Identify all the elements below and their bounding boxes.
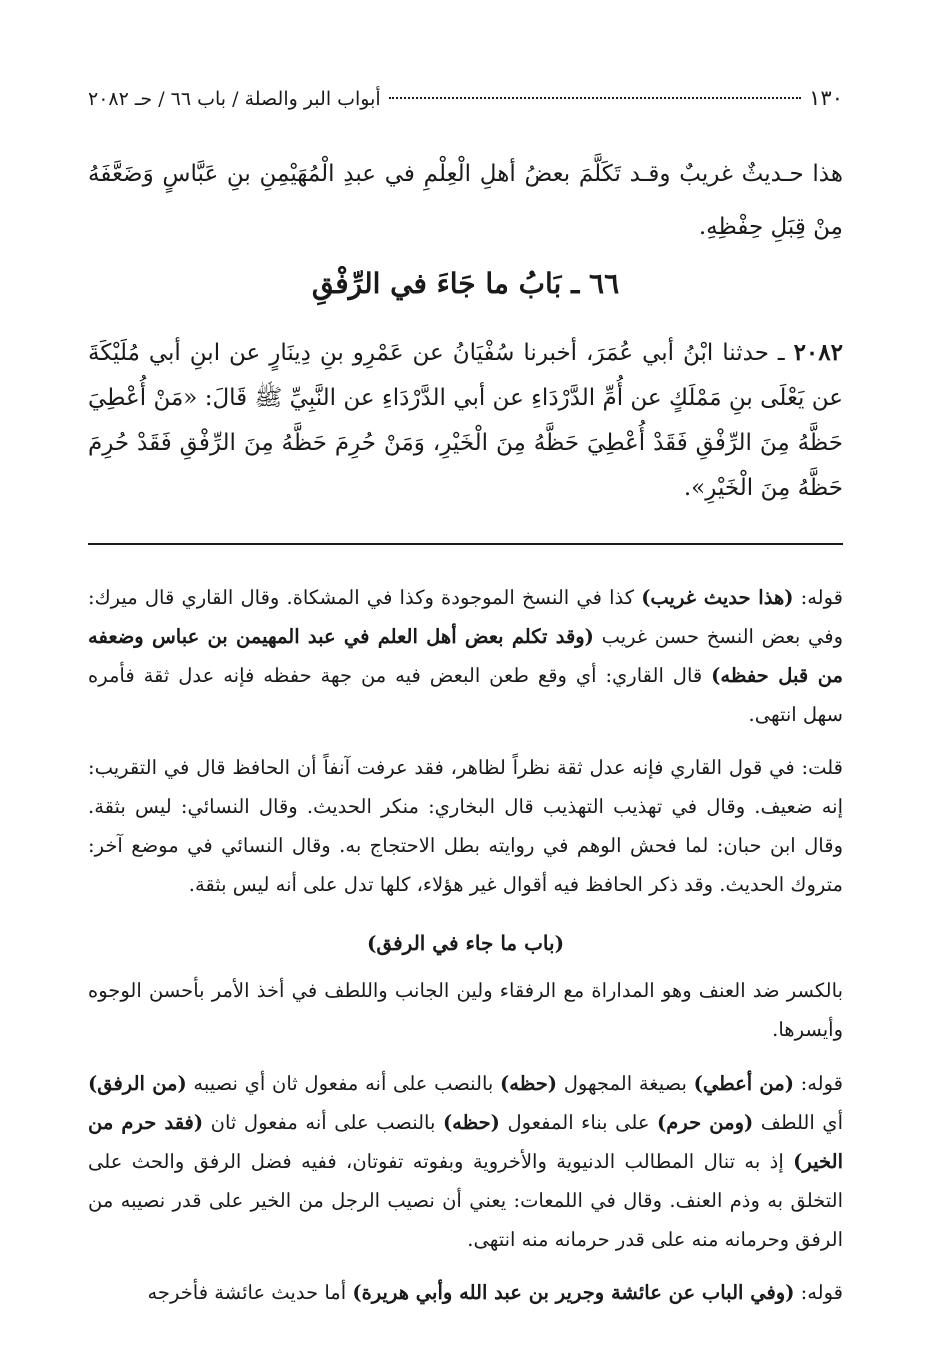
commentary-paragraph-4 bbox=[88, 1064, 843, 1259]
section-title: ٦٦ ـ بَابُ ما جَاءَ في الرِّفْقِ bbox=[311, 267, 620, 300]
commentary-paragraph-5 bbox=[88, 1273, 843, 1312]
header-dotted-leader bbox=[389, 97, 801, 99]
footnote-divider bbox=[88, 543, 843, 545]
commentary-text: كذا في النسخ الموجودة وكذا في المشكاة. وقال القاري قال ميرك: وفي بعض النسخ حسن غريب bbox=[88, 586, 843, 648]
commentary-text: أي اللطف bbox=[753, 1111, 843, 1134]
commentary-paragraph-3: بالكسر ضد العنف وهو المداراة مع الرفقاء ولين الجانب واللطف في أخذ الأمر بأحسن الوجوه وأيسرها. bbox=[88, 979, 843, 1041]
commentary-text: إذ به تنال المطالب الدنيوية والأخروية وبفوته تفوتان، ففيه فضل الرفق والحث على التخلق به وذم العنف. وقال في اللمعات: يعني أن نصيب الرجل من الخير على قدر نصيبه من الرفق وحرمانه منه على قدر حرمانه منه انتهى. bbox=[88, 1150, 843, 1251]
hadith-text: ـ حدثنا ابْنُ أبي عُمَرَ، أخبرنا سُفْيَانُ عن عَمْرِو بنِ دِينَارٍ عن ابنِ أبي مُلَيْكَةَ عن يَعْلَى بنِ مَمْلَكٍ عن أُمِّ الدَّرْدَاءِ عن أبي الدَّرْدَاءِ عن النَّبِيِّ ﷺ قَالَ: «مَنْ أُعْطِيَ حَظَّهُ مِنَ الرِّفْقِ فَقَدْ أُعْطِيَ حَظَّهُ مِنَ الْخَيْرِ، وَمَنْ حُرِمَ حَظَّهُ مِنَ الرِّفْقِ فَقَدْ حُرِمَ حَظَّهُ مِنَ الْخَيْرِ». bbox=[88, 340, 843, 501]
commentary-text: قال القاري: أي وقع طعن البعض فيه من جهة حفظه فإنه عدل ثقة فأمره سهل انتهى. bbox=[88, 664, 843, 726]
commentary-text: بالنصب على أنه مفعول ثان أي نصيبه bbox=[186, 1072, 501, 1095]
quoted-phrase: (هذا حديث غريب) bbox=[641, 586, 794, 609]
commentary-text: أما حديث عائشة فأخرجه bbox=[147, 1281, 353, 1304]
commentary-text: قوله: bbox=[793, 586, 844, 609]
commentary-text: بصيغة المجهول bbox=[557, 1072, 694, 1095]
hadith-paragraph bbox=[88, 330, 843, 511]
page-number: ١٣٠ bbox=[809, 86, 843, 110]
commentary-paragraph-2: قلت: في قول القاري فإنه عدل ثقة نظراً لظاهر، فقد عرفت آنفاً أن الحافظ قال في التقريب: إنه ضعيف. وقال في تهذيب التهذيب قال البخاري: منكر الحديث. وقال النسائي: ليس بثقة. وقال ابن حبان: لما فحش الوهم في روايته بطل الاحتجاج به. وقال النسائي في موضع آخر: متروك الحديث. وقد ذكر الحافظ فيه أقوال غير هؤلاء، كلها تدل على أنه ليس بثقة. bbox=[88, 756, 843, 896]
quoted-phrase: (وفي الباب عن عائشة وجرير بن عبد الله وأبي هريرة) bbox=[352, 1281, 795, 1304]
commentary-paragraph-1 bbox=[88, 578, 843, 734]
running-title: أبواب البر والصلة / باب ٦٦ / حـ ٢٠٨٢ bbox=[88, 88, 381, 110]
page-header bbox=[88, 86, 843, 116]
quoted-phrase: (من أعطي) bbox=[693, 1072, 794, 1095]
quoted-phrase: (ومن حرم) bbox=[657, 1111, 754, 1134]
quoted-phrase: (فقد حرم من الخير) bbox=[88, 1111, 843, 1173]
commentary-chapter-title: (باب ما جاء في الرفق) bbox=[366, 931, 565, 955]
commentary-text: بالنصب على أنه مفعول ثان bbox=[203, 1111, 443, 1134]
quoted-phrase: (وقد تكلم بعض أهل العلم في عبد المهيمن بن عباس وضعفه من قبل حفظه) bbox=[88, 625, 844, 687]
quoted-phrase: (من الرفق) bbox=[88, 1072, 187, 1095]
quoted-phrase: (حظه) bbox=[500, 1072, 558, 1095]
commentary-text: قوله: bbox=[794, 1281, 843, 1304]
commentary-text: قوله: bbox=[793, 1072, 844, 1095]
intro-paragraph: هذا حـديثٌ غريبٌ وقـد تَكَلَّمَ بعضُ أهلِ الْعِلْمِ في عبدِ الْمُهَيْمِنِ بنِ عَبَّاسٍ وَضَعَّفَهُ مِنْ قِبَلِ حِفْظِهِ. bbox=[88, 161, 843, 240]
quoted-phrase: (حظه) bbox=[442, 1111, 500, 1134]
hadith-number: ٢٠٨٢ bbox=[793, 339, 843, 366]
commentary-text: على بناء المفعول bbox=[499, 1111, 658, 1134]
